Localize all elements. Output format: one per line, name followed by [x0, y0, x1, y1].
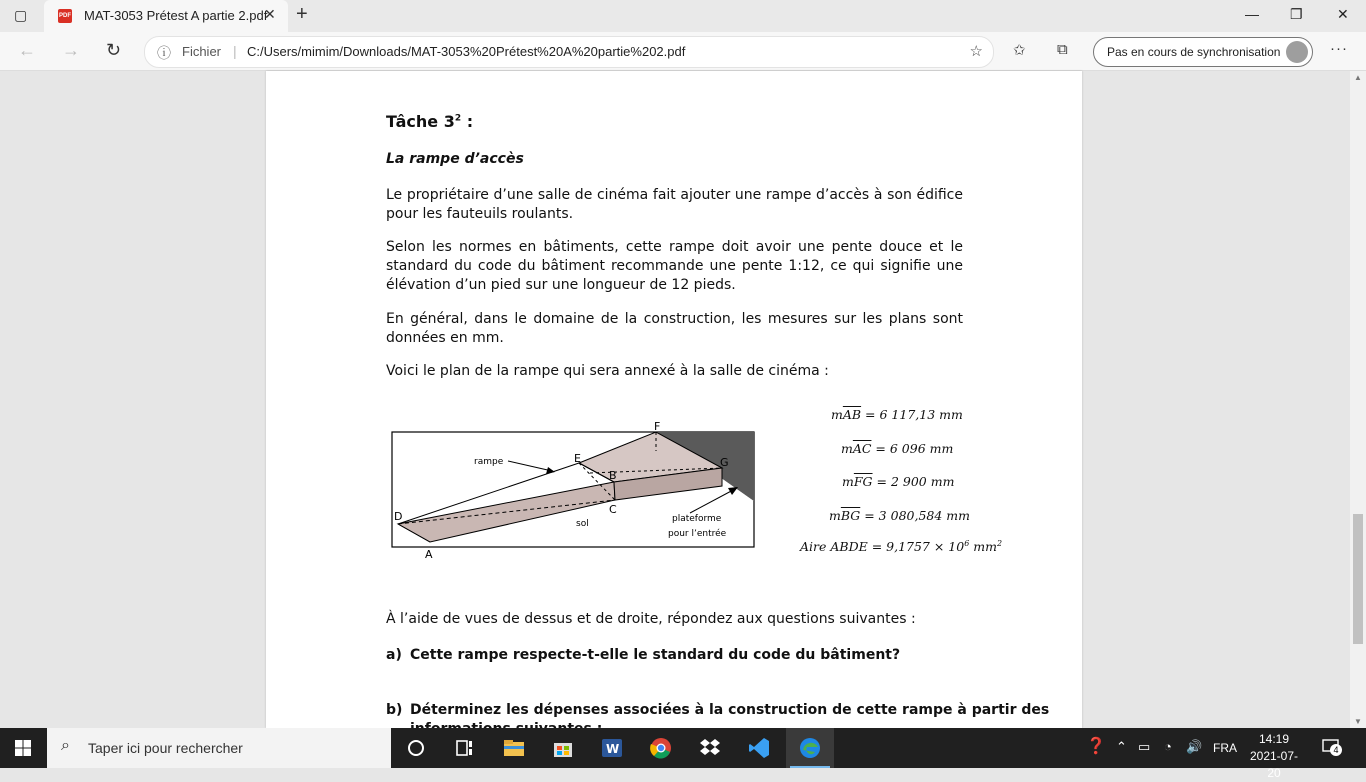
- measure-ac: $m\overline{AC} = 6$ 096 mm: [841, 441, 954, 456]
- title-bar: [0, 0, 1366, 32]
- browser-toolbar: [0, 32, 1366, 71]
- paragraph-2: Selon les normes en bâtiments, cette rampe doit avoir une pente douce et le standard du code du bâtiment recommande une pente 1:12, ce qui signifie une élévation d’un pied sur une longueur de 12 pieds.: [386, 239, 963, 293]
- search-icon: ⌕: [61, 737, 70, 754]
- task-view-icon[interactable]: [452, 736, 476, 760]
- sync-label: Pas en cours de synchronisation: [1107, 45, 1281, 59]
- pdf-viewer[interactable]: [0, 71, 1366, 728]
- label-plateforme: plateforme: [672, 514, 722, 524]
- question-a-label: a): [386, 647, 402, 663]
- sync-button[interactable]: [1093, 37, 1313, 67]
- paragraph-1: Le propriétaire d’une salle de cinéma fait ajouter une rampe d’accès à son édifice pour les fauteuils roulants.: [386, 187, 963, 222]
- taskbar: [0, 728, 1366, 780]
- word-icon[interactable]: [600, 736, 624, 760]
- search-placeholder: Taper ici pour rechercher: [88, 740, 243, 756]
- label-c: C: [609, 503, 617, 516]
- store-icon[interactable]: [551, 736, 575, 760]
- active-indicator: [790, 766, 830, 768]
- address-prefix: Fichier: [182, 44, 222, 59]
- new-tab-button[interactable]: +: [296, 3, 308, 25]
- scrollbar[interactable]: [1350, 71, 1366, 728]
- reload-button[interactable]: ↻: [106, 40, 122, 60]
- dropbox-icon[interactable]: [698, 736, 722, 760]
- volume-icon[interactable]: 🔊: [1186, 739, 1203, 754]
- label-sol: sol: [576, 519, 589, 529]
- scroll-down-icon[interactable]: ▼: [1354, 717, 1362, 726]
- clock[interactable]: [1246, 731, 1302, 782]
- measure-bg: $m\overline{BG} = 3$ 080,584 mm: [829, 508, 970, 523]
- forward-button[interactable]: →: [62, 40, 80, 60]
- chrome-icon[interactable]: [649, 736, 673, 760]
- paragraph-5: À l’aide de vues de dessus et de droite, répondez aux questions suivantes :: [386, 611, 916, 627]
- paragraph-4: Voici le plan de la rampe qui sera annexé à la salle de cinéma :: [386, 363, 829, 379]
- label-e: E: [574, 452, 581, 465]
- language-indicator[interactable]: FRA: [1213, 741, 1237, 755]
- label-pour-entree: pour l’entrée: [668, 529, 727, 539]
- svg-text:W: W: [606, 742, 620, 756]
- scrollbar-thumb[interactable]: [1353, 514, 1363, 644]
- help-icon[interactable]: ❓: [1086, 738, 1106, 755]
- tab-actions-icon[interactable]: ▢: [14, 7, 28, 23]
- ramp-diagram: [380, 411, 760, 566]
- close-window-button[interactable]: ✕: [1337, 6, 1349, 22]
- measure-ab: $m\overline{AB} = 6$ 117,13 mm: [831, 407, 963, 422]
- label-rampe: rampe: [474, 457, 504, 467]
- address-bar[interactable]: [144, 36, 994, 68]
- url-text[interactable]: C:/Users/mimim/Downloads/MAT-3053%20Prétest%20A%20partie%202.pdf: [247, 44, 686, 59]
- label-a: A: [425, 548, 433, 561]
- paragraph-3: En général, dans le domaine de la construction, les mesures sur les plans sont données en mm.: [386, 311, 963, 346]
- battery-icon[interactable]: ▭: [1138, 739, 1151, 754]
- collections-icon[interactable]: ⧉: [1057, 41, 1068, 58]
- question-b-label: b): [386, 702, 403, 718]
- edge-taskbar-button[interactable]: [786, 728, 834, 768]
- measure-fg: $m\overline{FG} = 2$ 900 mm: [842, 474, 955, 489]
- more-icon[interactable]: ···: [1330, 40, 1348, 57]
- clock-time: 14:19: [1258, 732, 1290, 746]
- label-f: F: [654, 420, 661, 433]
- label-d: D: [394, 510, 403, 523]
- file-explorer-icon[interactable]: [502, 736, 526, 760]
- taskbar-search[interactable]: [47, 728, 391, 768]
- label-g: G: [720, 456, 729, 469]
- address-separator: |: [233, 43, 237, 59]
- cortana-icon[interactable]: [404, 736, 428, 760]
- add-favorite-icon[interactable]: ☆: [969, 43, 983, 60]
- measure-area: Aire ABDE = $9,1757 \times 10^6$ $mm^2$: [800, 539, 1003, 555]
- favorites-icon[interactable]: ✩: [1013, 42, 1026, 59]
- clock-date: 2021-07-20: [1249, 749, 1299, 780]
- notifications-button[interactable]: [1322, 738, 1342, 756]
- maximize-button[interactable]: ❐: [1290, 6, 1303, 22]
- network-icon[interactable]: ◔: [1164, 739, 1172, 754]
- tray-chevron-icon[interactable]: ⌃: [1116, 739, 1127, 754]
- close-tab-icon[interactable]: ✕: [264, 6, 276, 22]
- task-title: Tâche $3^2$ :: [386, 112, 474, 131]
- scroll-up-icon[interactable]: ▲: [1354, 73, 1362, 82]
- question-a: Cette rampe respecte-t-elle le standard du code du bâtiment?: [410, 647, 901, 663]
- minimize-button[interactable]: —: [1245, 6, 1259, 22]
- notification-count: 4: [1330, 744, 1342, 756]
- info-icon[interactable]: ⓘ: [157, 45, 171, 61]
- subtitle: La rampe d’accès: [386, 151, 524, 167]
- tab-pdf[interactable]: [44, 0, 288, 32]
- question-b: Déterminez les dépenses associées à la construction de cette rampe à partir des: [410, 702, 1050, 718]
- tab-title: MAT-3053 Prétest A partie 2.pdf: [84, 8, 268, 23]
- pdf-page: [266, 71, 1082, 728]
- windows-start-icon[interactable]: [15, 740, 31, 756]
- back-button[interactable]: ←: [18, 40, 36, 60]
- edge-icon: [798, 736, 822, 760]
- pdf-icon: PDF: [58, 9, 72, 23]
- avatar: [1286, 41, 1308, 63]
- vscode-icon[interactable]: [747, 736, 771, 760]
- label-b: B: [609, 469, 617, 482]
